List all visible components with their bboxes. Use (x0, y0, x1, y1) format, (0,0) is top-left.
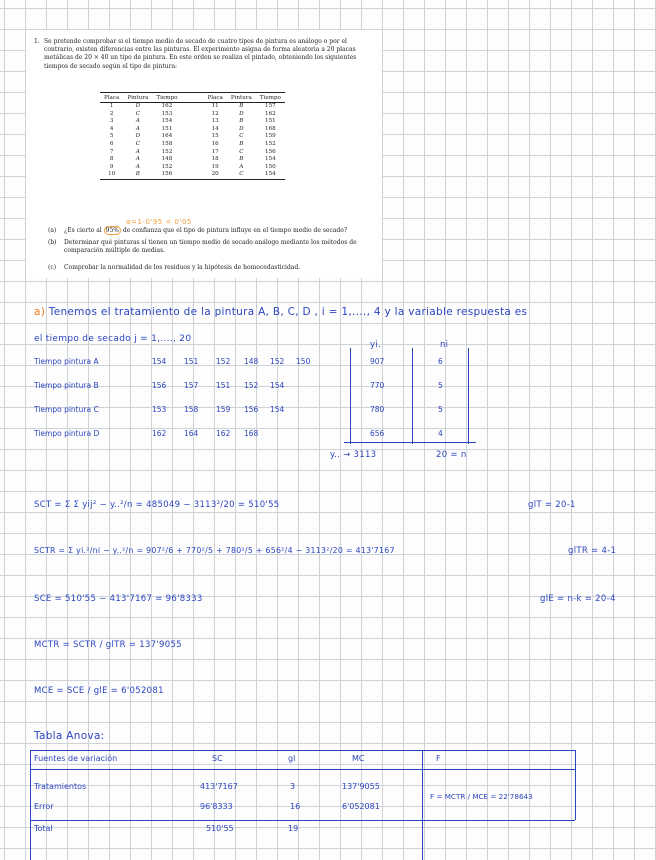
table-cell: C (227, 171, 256, 179)
table-cell: 16 (211, 140, 219, 147)
group-value: 153 (152, 405, 167, 414)
anova-gl: 16 (290, 802, 301, 811)
table-cell: 12 (211, 110, 219, 117)
part-label: a) (34, 306, 46, 318)
table-cell: 148 (161, 156, 173, 163)
printed-problem (26, 30, 382, 278)
table-cell: 5 (109, 133, 114, 140)
table-cell: D (239, 125, 244, 132)
anova-header: Fuentes de variación (34, 754, 118, 763)
table-cell: 156 (265, 148, 276, 155)
table-cell: 2 (109, 110, 114, 117)
table-header: Tiempo (256, 93, 285, 103)
group-value: 148 (244, 357, 259, 366)
table-cell: 154 (265, 156, 276, 163)
problem-statement (34, 38, 378, 71)
table-cell: 154 (161, 118, 173, 125)
table-cell: 8 (109, 156, 114, 163)
group-value: 151 (184, 357, 199, 366)
table-cell: C (135, 110, 140, 117)
anova-header: SC (212, 754, 223, 763)
group-value: 151 (216, 381, 231, 390)
group-value: 154 (152, 357, 167, 366)
anova-source: Tratamientos (34, 782, 87, 791)
table-cell: A (135, 156, 140, 163)
table-cell: 151 (161, 125, 173, 132)
table-cell: 13 (211, 118, 219, 125)
group-value: 168 (244, 429, 259, 438)
divider (350, 348, 351, 444)
anova-mc: 137'9055 (342, 782, 380, 791)
group-value: 164 (184, 429, 199, 438)
table-cell: 7 (109, 148, 114, 155)
group-n: 5 (438, 405, 443, 414)
anova-header: F (436, 754, 441, 763)
table-cell: C (239, 133, 244, 140)
problem-number: 1. (34, 38, 40, 45)
sum-column-header: yi. (370, 340, 381, 350)
table-cell: 18 (211, 156, 219, 163)
group-value: 154 (270, 405, 285, 414)
table-cell: A (135, 163, 140, 170)
group-value: 157 (184, 381, 199, 390)
table-cell: 15 (211, 133, 219, 140)
table-cell: 151 (265, 118, 276, 125)
table-cell: 156 (152, 171, 181, 179)
table-row (100, 126, 285, 134)
divider (468, 348, 469, 444)
table-cell: 152 (265, 140, 276, 147)
table-header: Placa (100, 93, 123, 103)
gl-t: glT = 20-1 (528, 500, 576, 510)
table-cell: 20 (203, 171, 226, 179)
question-b: (b) Determinar qué pinturas sí tienen un tiempo medio de secado análogo mediante los métodos de comparación múltiple de medias. (48, 239, 357, 255)
table-cell: B (239, 156, 244, 163)
divider (344, 442, 476, 443)
table-cell: B (239, 118, 244, 125)
group-n: 6 (438, 357, 443, 366)
table-header: Placa (203, 93, 226, 103)
anova-sc: 96'8333 (200, 802, 233, 811)
anova-source: Error (34, 802, 54, 811)
table-cell: C (239, 148, 244, 155)
table-cell: 14 (211, 125, 219, 132)
group-label: Tiempo pintura C (34, 405, 99, 414)
solution-intro-line2: el tiempo de secado j = 1,...., 20 (34, 334, 192, 344)
table-cell: 6 (109, 140, 114, 147)
mce-formula: MCE = SCE / glE = 6'052081 (34, 686, 164, 696)
table-cell: 152 (161, 148, 173, 155)
table-row (100, 156, 285, 164)
table-cell: B (123, 171, 152, 179)
solution-intro-line1: a) Tenemos el tratamiento de la pintura A, B, C, D , i = 1,...., 4 y la variable respuesta es (34, 306, 528, 318)
grand-total: y.. → 3113 (330, 450, 377, 460)
table-row (100, 164, 285, 172)
drying-times-table (100, 92, 285, 180)
table-cell: D (239, 110, 244, 117)
group-value: 150 (296, 357, 311, 366)
sce-formula: SCE = 510'55 − 413'7167 = 96'8333 (34, 594, 203, 604)
group-value: 158 (184, 405, 199, 414)
question-a: (a) ¿Es cierto al 95% de confianza que el tipo de pintura influye en el tiempo medio de secado? (48, 227, 348, 234)
table-row (100, 133, 285, 141)
table-cell: 157 (265, 103, 276, 109)
table-cell: B (239, 103, 244, 109)
table-row (100, 171, 285, 179)
group-sum: 907 (370, 357, 385, 366)
anova-table (30, 742, 630, 852)
table-cell: A (239, 163, 244, 170)
mctr-formula: MCTR = SCTR / glTR = 137'9055 (34, 640, 182, 650)
table-cell: 19 (211, 163, 219, 170)
table-cell: C (135, 140, 140, 147)
table-cell: B (239, 140, 244, 147)
table-cell: D (135, 103, 141, 109)
table-cell: 154 (256, 171, 285, 179)
group-sum: 656 (370, 429, 385, 438)
confidence-highlight: 95% (105, 227, 119, 234)
group-value: 152 (270, 357, 285, 366)
table-cell: A (135, 118, 140, 125)
table-cell: 152 (161, 163, 173, 170)
anova-header: MC (352, 754, 365, 763)
group-label: Tiempo pintura A (34, 357, 99, 366)
table-row (100, 103, 285, 111)
n-column-header: ni (440, 340, 449, 350)
group-value: 154 (270, 381, 285, 390)
table-cell: 168 (265, 125, 276, 132)
group-value: 159 (216, 405, 231, 414)
group-sum: 780 (370, 405, 385, 414)
group-value: 162 (152, 429, 167, 438)
table-header: Tiempo (152, 93, 181, 103)
group-value: 152 (244, 381, 259, 390)
anova-header: gl (288, 754, 296, 763)
anova-sc: 413'7167 (200, 782, 238, 791)
statement-text: Se pretende comprobar si el tiempo medio de secado de cuatro tipos de pintura es análogo o por el contrario, existen diferencias entre las pinturas. El experimento asigna de forma aleatoria a 20 placas metálicas de 20 × 40 un tipo de pintura. En este orden se realiza el pintado, obteniendo los siguientes tiempos de secado según el tipo de pintura: (44, 38, 357, 70)
sct-formula: SCT = Σ Σ yij² − y..²/n = 485049 − 3113²/20 = 510'55 (34, 500, 280, 510)
gl-tr: glTR = 4-1 (568, 546, 617, 556)
table-cell: 9 (109, 163, 114, 170)
group-value: 156 (152, 381, 167, 390)
alpha-note: α=1-0'95 = 0'05 (126, 218, 192, 226)
table-cell: 3 (109, 118, 114, 125)
group-label: Tiempo pintura B (34, 381, 99, 390)
group-n: 4 (438, 429, 443, 438)
table-header: Pintura (227, 93, 256, 103)
divider (412, 348, 413, 444)
table-cell: 10 (100, 171, 123, 179)
table-cell: A (135, 125, 140, 132)
table-row (100, 149, 285, 157)
anova-mc: 6'052081 (342, 802, 380, 811)
anova-source: Total (34, 824, 53, 833)
question-c: (c) Comprobar la normalidad de los residuos y la hipótesis de homocedasticidad. (48, 264, 301, 271)
group-n: 5 (438, 381, 443, 390)
table-cell: 17 (211, 148, 219, 155)
group-sum: 770 (370, 381, 385, 390)
table-cell: A (135, 148, 140, 155)
table-header: Pintura (123, 93, 152, 103)
anova-sc: 510'55 (206, 824, 234, 833)
anova-gl: 19 (288, 824, 299, 833)
table-cell: 164 (161, 133, 173, 140)
table-cell: 153 (161, 110, 173, 117)
table-cell: 4 (109, 125, 114, 132)
gl-e: glE = n-k = 20-4 (540, 594, 616, 604)
table-row (100, 118, 285, 126)
group-label: Tiempo pintura D (34, 429, 100, 438)
table-row (100, 141, 285, 149)
table-cell: 150 (265, 163, 276, 170)
table-cell: 162 (161, 103, 173, 109)
table-cell: 11 (211, 103, 219, 109)
group-value: 156 (244, 405, 259, 414)
group-value: 162 (216, 429, 231, 438)
table-cell: 1 (109, 103, 114, 109)
table-cell: D (135, 133, 141, 140)
anova-title: Tabla Anova: (34, 730, 105, 742)
total-n: 20 = n (436, 450, 467, 460)
table-cell: 162 (265, 110, 276, 117)
table-cell: 159 (265, 133, 276, 140)
table-cell: 158 (161, 140, 173, 147)
f-statistic: F = MCTR / MCE = 22'78643 (430, 792, 533, 801)
sctr-formula: SCTR = Σ yi.²/ni − y..²/n = 907²/6 + 770²/5 + 780²/5 + 656²/4 − 3113²/20 = 413'7167 (34, 546, 395, 555)
group-value: 152 (216, 357, 231, 366)
anova-gl: 3 (290, 782, 296, 791)
table-row (100, 111, 285, 119)
